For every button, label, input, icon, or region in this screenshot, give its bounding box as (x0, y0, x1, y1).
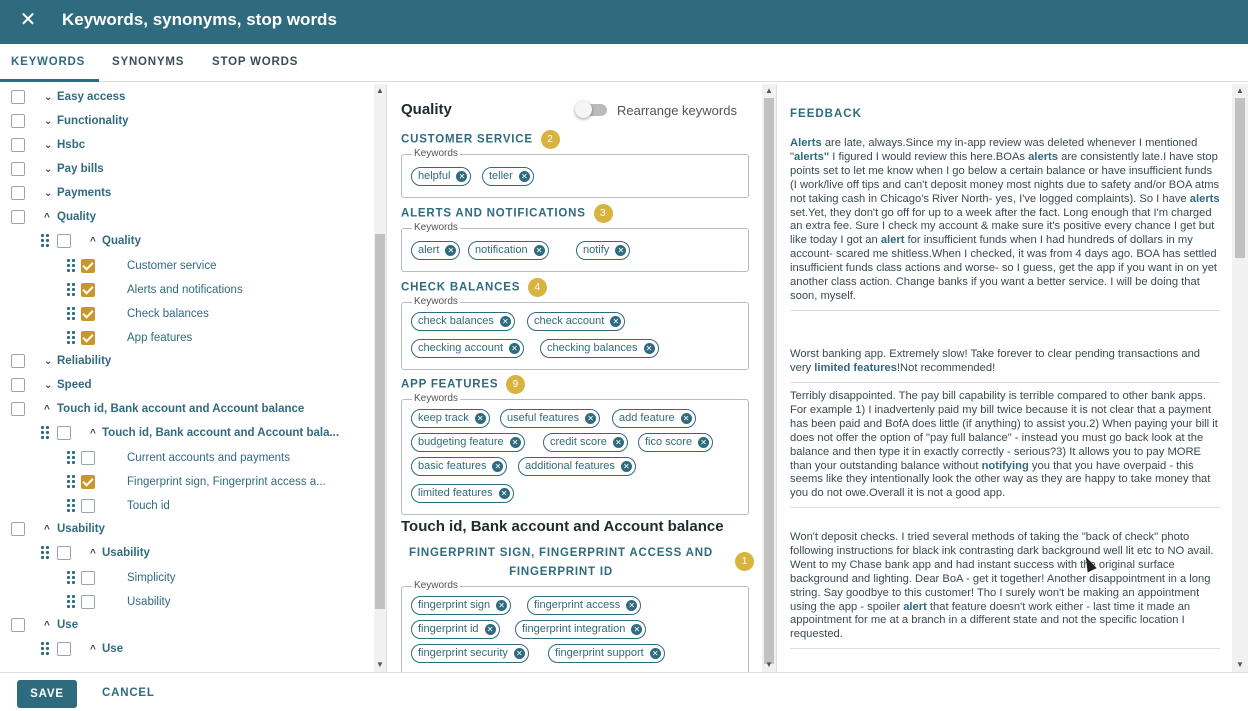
remove-chip-icon[interactable]: ✕ (445, 245, 456, 256)
keyword-chip[interactable] (468, 241, 549, 260)
keyword-chip[interactable] (543, 433, 628, 452)
tree-scrollbar[interactable] (374, 84, 386, 672)
chevron-up-icon[interactable]: ^ (90, 643, 96, 655)
drag-handle-icon[interactable] (67, 595, 77, 609)
chevron-down-icon[interactable]: ⌄ (44, 355, 53, 367)
feedback-review: Worst banking app. Extremely slow! Take forever to clear pending transactions and very limited features!Not recommended! (790, 348, 1220, 383)
checkbox-checked[interactable] (81, 307, 95, 321)
chevron-down-icon[interactable]: ⌄ (44, 187, 53, 199)
category-name: CHECK BALANCES (401, 281, 521, 294)
keyword-chip[interactable] (518, 457, 636, 476)
remove-chip-icon[interactable]: ✕ (698, 437, 709, 448)
remove-chip-icon[interactable]: ✕ (500, 316, 511, 327)
remove-chip-icon[interactable]: ✕ (631, 624, 642, 635)
tab-stop-words[interactable]: STOP WORDS (212, 56, 299, 68)
tree-item-label: Usability (57, 523, 105, 535)
keyword-chip[interactable] (411, 484, 514, 503)
field-legend: Keywords (414, 393, 458, 404)
chip-label: credit score (550, 436, 607, 448)
chevron-up-icon[interactable]: ^ (44, 211, 50, 223)
tree-item-label: Usability (127, 596, 171, 608)
category-name: CUSTOMER SERVICE (401, 133, 533, 146)
remove-chip-icon[interactable]: ✕ (681, 413, 692, 424)
tree-item-label: Touch id, Bank account and Account balance (57, 403, 305, 415)
checkbox-checked[interactable] (81, 283, 95, 297)
checkbox[interactable] (11, 210, 25, 224)
keyword-chip[interactable] (411, 241, 460, 260)
remove-chip-icon[interactable]: ✕ (534, 245, 545, 256)
tree-item-app-features[interactable] (0, 326, 360, 350)
keyword-chip[interactable] (527, 596, 641, 615)
tree-item-label: Fingerprint sign, Fingerprint access a... (127, 476, 326, 488)
checkbox[interactable] (11, 354, 25, 368)
chevron-up-icon[interactable]: ^ (44, 523, 50, 535)
tree-item-label: Quality (102, 235, 141, 247)
remove-chip-icon[interactable]: ✕ (519, 171, 530, 182)
keyword-chip[interactable] (411, 620, 500, 639)
field-legend: Keywords (414, 296, 458, 307)
checkbox-checked[interactable] (81, 259, 95, 273)
keyword-chip[interactable] (411, 457, 507, 476)
chip-label: helpful (418, 170, 451, 182)
tree-item-label: Hsbc (57, 139, 86, 151)
checkbox-checked[interactable] (81, 331, 95, 345)
drag-handle-icon[interactable] (67, 331, 77, 345)
tree-item-label: Use (57, 619, 79, 631)
chevron-down-icon[interactable]: ⌄ (44, 139, 53, 151)
tree-item-usability[interactable] (0, 517, 360, 541)
keyword-chip[interactable] (411, 644, 529, 663)
remove-chip-icon[interactable]: ✕ (650, 648, 661, 659)
drag-handle-icon[interactable] (67, 307, 77, 321)
tree-item-label: Touch id (127, 500, 170, 512)
feedback-panel (776, 84, 1232, 672)
tree-item-label: Current accounts and payments (127, 452, 291, 464)
checkbox[interactable] (57, 426, 71, 440)
close-icon[interactable]: ✕ (19, 9, 37, 31)
tree-item-label: Quality (57, 211, 96, 223)
category-name: APP FEATURES (401, 378, 499, 391)
keyword-chip[interactable] (411, 339, 524, 358)
keywords-field[interactable] (401, 222, 749, 272)
chip-label: check account (534, 315, 605, 327)
cancel-button[interactable]: CANCEL (102, 687, 155, 699)
scroll-up-icon[interactable]: ▲ (376, 86, 384, 95)
active-tab-indicator (0, 79, 99, 82)
scroll-up-icon[interactable]: ▲ (765, 86, 773, 95)
chevron-down-icon[interactable]: ⌄ (44, 163, 53, 175)
remove-chip-icon[interactable]: ✕ (499, 488, 510, 499)
remove-chip-icon[interactable]: ✕ (496, 600, 507, 611)
chevron-down-icon[interactable]: ⌄ (44, 91, 53, 103)
category-name: ALERTS AND NOTIFICATIONS (401, 207, 586, 220)
tree-item-label: Simplicity (127, 572, 176, 584)
remove-chip-icon[interactable]: ✕ (475, 413, 486, 424)
remove-chip-icon[interactable]: ✕ (613, 437, 624, 448)
chip-label: budgeting feature (418, 436, 504, 448)
tree-item-alerts[interactable] (0, 278, 360, 302)
chip-label: check balances (418, 315, 494, 327)
scrollbar-thumb[interactable] (764, 98, 774, 664)
category-tree (0, 84, 360, 672)
remove-chip-icon[interactable]: ✕ (509, 343, 520, 354)
dialog-footer (0, 672, 1248, 711)
checkbox[interactable] (57, 234, 71, 248)
tree-item-speed[interactable] (0, 373, 360, 397)
checkbox[interactable] (11, 522, 25, 536)
keyword-chip[interactable] (540, 339, 659, 358)
chip-label: notify (583, 244, 610, 256)
keywords-field[interactable] (401, 580, 749, 672)
keyword-chip[interactable] (515, 620, 646, 639)
tree-item-label: Customer service (127, 260, 217, 272)
tree-item-pay-bills[interactable] (0, 157, 360, 181)
scroll-down-icon[interactable]: ▼ (376, 660, 384, 669)
dialog-header (0, 0, 1248, 44)
count-badge: 2 (541, 130, 560, 149)
drag-handle-icon[interactable] (41, 546, 51, 560)
count-badge: 4 (528, 278, 547, 297)
checkbox[interactable] (81, 451, 95, 465)
keywords-field[interactable] (401, 148, 749, 198)
scroll-down-icon[interactable]: ▼ (1236, 660, 1244, 669)
remove-chip-icon[interactable]: ✕ (492, 461, 503, 472)
category-heading (401, 130, 560, 149)
tree-item-label: Usability (102, 547, 150, 559)
chip-label: fingerprint id (418, 623, 479, 635)
keyword-chip[interactable] (411, 409, 490, 428)
tree-item-label: Touch id, Bank account and Account bala... (102, 427, 340, 439)
tab-keywords[interactable]: KEYWORDS (11, 56, 86, 68)
chip-label: notification (475, 244, 528, 256)
drag-handle-icon[interactable] (67, 499, 77, 513)
tree-item-simplicity[interactable] (0, 566, 360, 590)
keyword-chip[interactable] (411, 433, 525, 452)
chip-label: add feature (619, 412, 675, 424)
checkbox[interactable] (11, 162, 25, 176)
scroll-down-icon[interactable]: ▼ (765, 660, 773, 669)
drag-handle-icon[interactable] (67, 259, 77, 273)
chip-label: teller (489, 170, 513, 182)
tree-subgroup-touch-id[interactable] (0, 421, 360, 445)
field-legend: Keywords (414, 222, 458, 233)
count-badge: 1 (735, 552, 754, 571)
tree-subgroup-quality[interactable] (0, 229, 360, 253)
keyword-chip[interactable] (548, 644, 665, 663)
tree-item-usability-leaf[interactable] (0, 590, 360, 614)
chip-label: checking balances (547, 342, 638, 354)
tab-bar (0, 44, 1248, 82)
feedback-scrollbar[interactable] (1232, 84, 1248, 672)
rearrange-toggle[interactable] (577, 104, 607, 116)
checkbox[interactable] (81, 571, 95, 585)
checkbox[interactable] (81, 499, 95, 513)
checkbox[interactable] (81, 595, 95, 609)
checkbox[interactable] (11, 378, 25, 392)
tree-item-label: App features (127, 332, 193, 344)
scrollbar-thumb[interactable] (1235, 98, 1245, 258)
chip-label: fingerprint sign (418, 599, 491, 611)
keyword-chip[interactable] (411, 312, 515, 331)
chevron-up-icon[interactable]: ^ (90, 427, 96, 439)
keywords-field[interactable] (401, 296, 749, 370)
tree-item-customer-service[interactable] (0, 254, 360, 278)
tree-item-label: Use (102, 643, 124, 655)
chevron-down-icon[interactable]: ⌄ (44, 115, 53, 127)
tree-item-label: Alerts and notifications (127, 284, 243, 296)
count-badge: 9 (506, 375, 525, 394)
checkbox-checked[interactable] (81, 475, 95, 489)
chip-label: fico score (645, 436, 693, 448)
drag-handle-icon[interactable] (41, 426, 51, 440)
tree-item-label: Easy access (57, 91, 126, 103)
keyword-chip[interactable] (638, 433, 713, 452)
tree-item-touch-id[interactable] (0, 494, 360, 518)
checkbox[interactable] (11, 618, 25, 632)
keyword-chip[interactable] (500, 409, 600, 428)
tree-item-functionality[interactable] (0, 109, 360, 133)
checkbox[interactable] (57, 546, 71, 560)
keywords-panel (386, 84, 762, 672)
chip-label: fingerprint support (555, 647, 644, 659)
drag-handle-icon[interactable] (41, 642, 51, 656)
tree-item-quality[interactable] (0, 205, 360, 229)
toggle-label: Rearrange keywords (617, 103, 737, 118)
field-legend: Keywords (414, 148, 458, 159)
keywords-scrollbar[interactable] (762, 84, 776, 672)
tree-subgroup-usability[interactable] (0, 541, 360, 565)
remove-chip-icon[interactable]: ✕ (456, 171, 467, 182)
remove-chip-icon[interactable]: ✕ (615, 245, 626, 256)
tree-item-label: Payments (57, 187, 112, 199)
chip-label: fingerprint security (418, 647, 508, 659)
remove-chip-icon[interactable]: ✕ (621, 461, 632, 472)
remove-chip-icon[interactable]: ✕ (514, 648, 525, 659)
checkbox[interactable] (57, 642, 71, 656)
chevron-down-icon[interactable]: ⌄ (44, 379, 53, 391)
feedback-review: Won't deposit checks. I tried several methods of taking the "back of check" photo following instructions for black ink contrasting dark background well lit etc to NO avail. Went to my Chase bank app and had instant success with the original surface background and lighting. Dear BoA - get it together! Another disappointment in a long string. Say goodbye to this customer! Tho I surely won't be making an appointment using the app - spoiler alert that feature doesn't work either - last time it made an appointment for me at a branch in a different state and not the specific location I requested. (790, 531, 1220, 649)
remove-chip-icon[interactable]: ✕ (585, 413, 596, 424)
checkbox[interactable] (11, 402, 25, 416)
tree-item-easy-access[interactable] (0, 85, 360, 109)
checkbox[interactable] (11, 114, 25, 128)
scroll-up-icon[interactable]: ▲ (1236, 86, 1244, 95)
tree-item-use[interactable] (0, 613, 360, 637)
tree-item-label: Pay bills (57, 163, 104, 175)
tree-item-hsbc[interactable] (0, 133, 360, 157)
chevron-up-icon[interactable]: ^ (44, 403, 50, 415)
chip-label: limited features (418, 487, 493, 499)
checkbox[interactable] (11, 186, 25, 200)
remove-chip-icon[interactable]: ✕ (485, 624, 496, 635)
chevron-up-icon[interactable]: ^ (90, 235, 96, 247)
checkbox[interactable] (11, 90, 25, 104)
dialog-title: Keywords, synonyms, stop words (62, 10, 337, 29)
drag-handle-icon[interactable] (67, 451, 77, 465)
chip-label: checking account (418, 342, 503, 354)
chip-label: alert (418, 244, 440, 256)
drag-handle-icon[interactable] (67, 571, 77, 585)
category-heading (401, 278, 547, 297)
panel-title: Quality (401, 101, 452, 118)
scrollbar-thumb[interactable] (375, 234, 385, 609)
tree-item-label: Reliability (57, 355, 112, 367)
category-heading (401, 375, 525, 394)
remove-chip-icon[interactable]: ✕ (510, 437, 521, 448)
keyword-chip[interactable] (482, 167, 534, 186)
tree-item-touch-id-group[interactable] (0, 397, 360, 421)
tree-item-label: Check balances (127, 308, 209, 320)
tree-item-label: Speed (57, 379, 92, 391)
chip-label: additional features (525, 460, 615, 472)
drag-handle-icon[interactable] (67, 475, 77, 489)
feedback-title: FEEDBACK (790, 108, 862, 120)
keyword-chip[interactable] (612, 409, 696, 428)
tree-subgroup-use[interactable] (0, 637, 360, 661)
group-title: Touch id, Bank account and Account balance (401, 518, 724, 535)
tab-synonyms[interactable]: SYNONYMS (112, 56, 185, 68)
keyword-chip[interactable] (527, 312, 625, 331)
chip-label: basic features (418, 460, 487, 472)
keyword-chip[interactable] (411, 596, 511, 615)
chevron-up-icon[interactable]: ^ (90, 547, 96, 559)
feedback-review: Terribly disappointed. The pay bill capability is terrible compared to other bank apps. For example 1) I inadvertenly paid my bill twice because it is not clear that a payment has been paid and BofA does little (if anything) to assist you.2) When paying your bill it does not offer the option of "pay full balance" - instead you must go back look at the balance and then type it in exactly correctly - serious?3) It allows you to pay MORE than your outstanding balance without notifying you that you have overpaid - this seems like they intentionally look the other way as they are happy to take money that you do not owe.Overall it is not a good app. (790, 390, 1220, 508)
tree-item-label: Functionality (57, 115, 129, 127)
chip-label: keep track (418, 412, 469, 424)
drag-handle-icon[interactable] (41, 234, 51, 248)
checkbox[interactable] (11, 138, 25, 152)
chip-label: fingerprint access (534, 599, 621, 611)
category-heading: FINGERPRINT SIGN, FINGERPRINT ACCESS AND FINGERPRINT ID (409, 547, 713, 578)
tree-item-check-balances[interactable] (0, 302, 360, 326)
chevron-up-icon[interactable]: ^ (44, 619, 50, 631)
remove-chip-icon[interactable]: ✕ (644, 343, 655, 354)
field-legend: Keywords (414, 580, 458, 591)
feedback-review: Alerts are late, always.Since my in-app review was deleted whenever I mentioned "alerts" I figured I would review this here.BOAs alerts are consistently late.I have stop points set to let me know when I go below a certain balance or have insufficient funds (I work/live off tips and can't deposit money most nights due to safety and/or BOA atms not taking cash in Chicago's River North- yes, I've logged complaints). So I have alerts set.Yet, they don't go off for up to a week after the fact. Long enough that I'm charged an extra fee. Sure I check my account & make sure it's positive every chance I get but like today I got an alert for insufficient funds when I had hundreds of dollars in my account- scared me shitless.When I checked, it was from 4 days ago. BOA has settled insufficient funds class actions and worse- so I guess, get the app if you want in on yet another class action. Change banks if you want a better service. I will be doing that soon, myself. (790, 137, 1220, 311)
tree-item-reliability[interactable] (0, 349, 360, 373)
tree-item-fingerprint[interactable] (0, 470, 360, 494)
tree-item-current-accounts[interactable] (0, 446, 360, 470)
remove-chip-icon[interactable]: ✕ (626, 600, 637, 611)
chip-label: fingerprint integration (522, 623, 626, 635)
count-badge: 3 (594, 204, 613, 223)
save-button[interactable]: SAVE (17, 680, 77, 708)
category-heading (401, 204, 613, 223)
keywords-field[interactable] (401, 393, 749, 515)
remove-chip-icon[interactable]: ✕ (610, 316, 621, 327)
keyword-chip[interactable] (411, 167, 471, 186)
drag-handle-icon[interactable] (67, 283, 77, 297)
tree-item-payments[interactable] (0, 181, 360, 205)
chip-label: useful features (507, 412, 580, 424)
keyword-chip[interactable] (576, 241, 630, 260)
